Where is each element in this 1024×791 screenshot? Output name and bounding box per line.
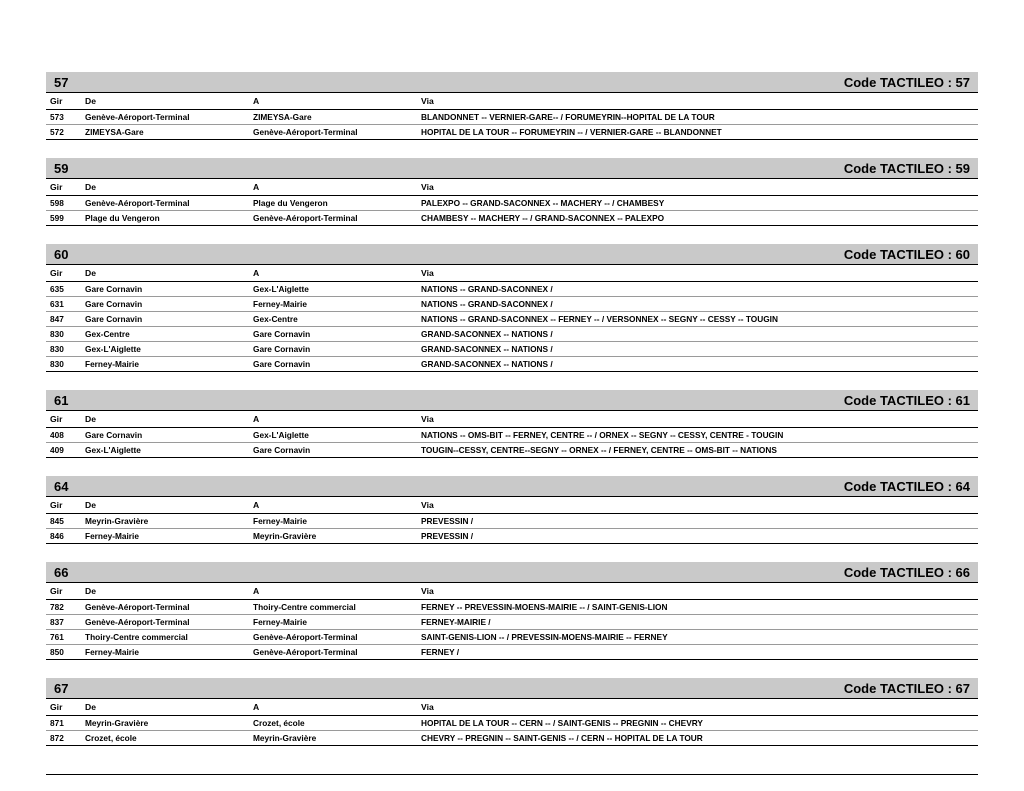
cell-de: Gare Cornavin — [81, 282, 249, 297]
cell-a: Gare Cornavin — [249, 327, 417, 342]
cell-de: Crozet, école — [81, 731, 249, 746]
cell-gir: 846 — [46, 529, 81, 544]
cell-de: Gare Cornavin — [81, 297, 249, 312]
cell-via: GRAND-SACONNEX -- NATIONS / — [417, 342, 978, 357]
cell-gir: 761 — [46, 630, 81, 645]
route-table-sheet — [46, 72, 978, 746]
cell-de: Genève-Aéroport-Terminal — [81, 600, 249, 615]
route-header — [46, 476, 978, 497]
column-header-via: Via — [417, 583, 978, 600]
column-header-gir: Gir — [46, 93, 81, 110]
table-row — [46, 357, 978, 372]
cell-gir: 845 — [46, 514, 81, 529]
route-code-label: Code TACTILEO : 66 — [843, 564, 970, 580]
table-row — [46, 297, 978, 312]
cell-de: Plage du Vengeron — [81, 211, 249, 226]
cell-gir: 409 — [46, 443, 81, 458]
cell-via: NATIONS -- GRAND-SACONNEX / — [417, 297, 978, 312]
column-header-de: De — [81, 179, 249, 196]
table-row — [46, 731, 978, 746]
cell-gir: 573 — [46, 110, 81, 125]
cell-de: Ferney-Mairie — [81, 645, 249, 660]
cell-a: Ferney-Mairie — [249, 514, 417, 529]
table-row — [46, 645, 978, 660]
cell-gir: 830 — [46, 327, 81, 342]
table-header-row — [46, 497, 978, 514]
cell-de: Genève-Aéroport-Terminal — [81, 615, 249, 630]
route-block — [46, 158, 978, 226]
route-code-label: Code TACTILEO : 64 — [843, 478, 970, 494]
column-header-via: Via — [417, 497, 978, 514]
cell-a: Ferney-Mairie — [249, 297, 417, 312]
cell-via: PREVESSIN / — [417, 514, 978, 529]
cell-gir: 782 — [46, 600, 81, 615]
cell-a: Genève-Aéroport-Terminal — [249, 630, 417, 645]
cell-via: HOPITAL DE LA TOUR -- FORUMEYRIN -- / VERNIER-GARE -- BLANDONNET — [417, 125, 978, 140]
cell-de: Gare Cornavin — [81, 312, 249, 327]
route-block — [46, 562, 978, 660]
column-header-de: De — [81, 411, 249, 428]
cell-de: Gex-L'Aiglette — [81, 342, 249, 357]
route-table — [46, 93, 978, 140]
cell-de: Genève-Aéroport-Terminal — [81, 110, 249, 125]
column-header-a: A — [249, 93, 417, 110]
column-header-via: Via — [417, 411, 978, 428]
cell-a: Gex-Centre — [249, 312, 417, 327]
cell-via: NATIONS -- GRAND-SACONNEX / — [417, 282, 978, 297]
cell-via: FERNEY / — [417, 645, 978, 660]
cell-a: Gare Cornavin — [249, 443, 417, 458]
route-table — [46, 179, 978, 226]
table-row — [46, 211, 978, 226]
cell-a: Gare Cornavin — [249, 342, 417, 357]
table-row — [46, 327, 978, 342]
column-header-de: De — [81, 583, 249, 600]
table-row — [46, 110, 978, 125]
route-number: 66 — [54, 564, 69, 580]
cell-gir: 408 — [46, 428, 81, 443]
cell-a: Genève-Aéroport-Terminal — [249, 645, 417, 660]
bottom-rule — [46, 764, 978, 775]
cell-a: Genève-Aéroport-Terminal — [249, 125, 417, 140]
column-header-a: A — [249, 179, 417, 196]
column-header-via: Via — [417, 93, 978, 110]
cell-via: GRAND-SACONNEX -- NATIONS / — [417, 357, 978, 372]
table-row — [46, 342, 978, 357]
column-header-via: Via — [417, 179, 978, 196]
cell-via: FERNEY-MAIRIE / — [417, 615, 978, 630]
route-number: 67 — [54, 680, 69, 696]
route-number: 60 — [54, 246, 69, 262]
cell-via: HOPITAL DE LA TOUR -- CERN -- / SAINT-GENIS -- PREGNIN -- CHEVRY — [417, 716, 978, 731]
column-header-gir: Gir — [46, 411, 81, 428]
cell-a: Genève-Aéroport-Terminal — [249, 211, 417, 226]
cell-de: Meyrin-Gravière — [81, 514, 249, 529]
cell-de: Gare Cornavin — [81, 428, 249, 443]
cell-gir: 830 — [46, 342, 81, 357]
cell-gir: 598 — [46, 196, 81, 211]
route-number: 61 — [54, 392, 69, 408]
table-header-row — [46, 583, 978, 600]
cell-gir: 830 — [46, 357, 81, 372]
cell-gir: 850 — [46, 645, 81, 660]
cell-a: Meyrin-Gravière — [249, 731, 417, 746]
cell-gir: 599 — [46, 211, 81, 226]
cell-de: Ferney-Mairie — [81, 529, 249, 544]
cell-gir: 837 — [46, 615, 81, 630]
cell-gir: 572 — [46, 125, 81, 140]
route-block — [46, 476, 978, 544]
cell-gir: 635 — [46, 282, 81, 297]
table-row — [46, 282, 978, 297]
column-header-gir: Gir — [46, 265, 81, 282]
cell-a: Gex-L'Aiglette — [249, 428, 417, 443]
cell-de: Gex-L'Aiglette — [81, 443, 249, 458]
route-code-label: Code TACTILEO : 59 — [843, 160, 970, 176]
column-header-gir: Gir — [46, 699, 81, 716]
cell-via: CHEVRY -- PREGNIN -- SAINT-GENIS -- / CERN -- HOPITAL DE LA TOUR — [417, 731, 978, 746]
table-row — [46, 630, 978, 645]
route-block — [46, 244, 978, 372]
column-header-a: A — [249, 411, 417, 428]
cell-a: Meyrin-Gravière — [249, 529, 417, 544]
table-row — [46, 196, 978, 211]
cell-de: Genève-Aéroport-Terminal — [81, 196, 249, 211]
table-row — [46, 312, 978, 327]
cell-a: Crozet, école — [249, 716, 417, 731]
table-header-row — [46, 699, 978, 716]
column-header-de: De — [81, 265, 249, 282]
route-code-label: Code TACTILEO : 57 — [843, 74, 970, 90]
cell-a: Thoiry-Centre commercial — [249, 600, 417, 615]
cell-a: Gex-L'Aiglette — [249, 282, 417, 297]
cell-via: PREVESSIN / — [417, 529, 978, 544]
table-row — [46, 529, 978, 544]
column-header-a: A — [249, 699, 417, 716]
cell-via: NATIONS -- GRAND-SACONNEX -- FERNEY -- / VERSONNEX -- SEGNY -- CESSY -- TOUGIN — [417, 312, 978, 327]
cell-via: FERNEY -- PREVESSIN-MOENS-MAIRIE -- / SAINT-GENIS-LION — [417, 600, 978, 615]
column-header-de: De — [81, 93, 249, 110]
cell-de: Thoiry-Centre commercial — [81, 630, 249, 645]
cell-gir: 871 — [46, 716, 81, 731]
route-table — [46, 699, 978, 746]
cell-via: TOUGIN--CESSY, CENTRE--SEGNY -- ORNEX -- / FERNEY, CENTRE -- OMS-BIT -- NATIONS — [417, 443, 978, 458]
cell-a: Gare Cornavin — [249, 357, 417, 372]
route-table — [46, 497, 978, 544]
route-header — [46, 72, 978, 93]
cell-via: GRAND-SACONNEX -- NATIONS / — [417, 327, 978, 342]
route-block — [46, 72, 978, 140]
cell-via: PALEXPO -- GRAND-SACONNEX -- MACHERY -- / CHAMBESY — [417, 196, 978, 211]
column-header-via: Via — [417, 265, 978, 282]
table-row — [46, 514, 978, 529]
column-header-a: A — [249, 583, 417, 600]
column-header-via: Via — [417, 699, 978, 716]
table-header-row — [46, 411, 978, 428]
route-header — [46, 158, 978, 179]
route-table — [46, 265, 978, 372]
route-table — [46, 411, 978, 458]
route-code-label: Code TACTILEO : 60 — [843, 246, 970, 262]
route-number: 57 — [54, 74, 69, 90]
route-code-label: Code TACTILEO : 61 — [843, 392, 970, 408]
cell-via: CHAMBESY -- MACHERY -- / GRAND-SACONNEX -- PALEXPO — [417, 211, 978, 226]
route-block — [46, 390, 978, 458]
cell-gir: 847 — [46, 312, 81, 327]
route-header — [46, 562, 978, 583]
cell-via: NATIONS -- OMS-BIT -- FERNEY, CENTRE -- / ORNEX -- SEGNY -- CESSY, CENTRE - TOUGIN — [417, 428, 978, 443]
table-row — [46, 443, 978, 458]
route-number: 59 — [54, 160, 69, 176]
route-block — [46, 678, 978, 746]
cell-a: Plage du Vengeron — [249, 196, 417, 211]
table-row — [46, 716, 978, 731]
column-header-a: A — [249, 265, 417, 282]
column-header-gir: Gir — [46, 583, 81, 600]
cell-de: Meyrin-Gravière — [81, 716, 249, 731]
cell-gir: 631 — [46, 297, 81, 312]
route-header — [46, 390, 978, 411]
route-code-label: Code TACTILEO : 67 — [843, 680, 970, 696]
table-row — [46, 125, 978, 140]
route-header — [46, 678, 978, 699]
table-row — [46, 615, 978, 630]
column-header-de: De — [81, 497, 249, 514]
cell-de: Gex-Centre — [81, 327, 249, 342]
column-header-gir: Gir — [46, 497, 81, 514]
cell-gir: 872 — [46, 731, 81, 746]
table-header-row — [46, 265, 978, 282]
cell-via: SAINT-GENIS-LION -- / PREVESSIN-MOENS-MAIRIE -- FERNEY — [417, 630, 978, 645]
table-header-row — [46, 93, 978, 110]
column-header-gir: Gir — [46, 179, 81, 196]
cell-via: BLANDONNET -- VERNIER-GARE-- / FORUMEYRIN--HOPITAL DE LA TOUR — [417, 110, 978, 125]
table-row — [46, 428, 978, 443]
table-header-row — [46, 179, 978, 196]
route-header — [46, 244, 978, 265]
cell-de: Ferney-Mairie — [81, 357, 249, 372]
cell-a: Ferney-Mairie — [249, 615, 417, 630]
route-table — [46, 583, 978, 660]
route-number: 64 — [54, 478, 69, 494]
column-header-de: De — [81, 699, 249, 716]
column-header-a: A — [249, 497, 417, 514]
table-row — [46, 600, 978, 615]
cell-de: ZIMEYSA-Gare — [81, 125, 249, 140]
cell-a: ZIMEYSA-Gare — [249, 110, 417, 125]
